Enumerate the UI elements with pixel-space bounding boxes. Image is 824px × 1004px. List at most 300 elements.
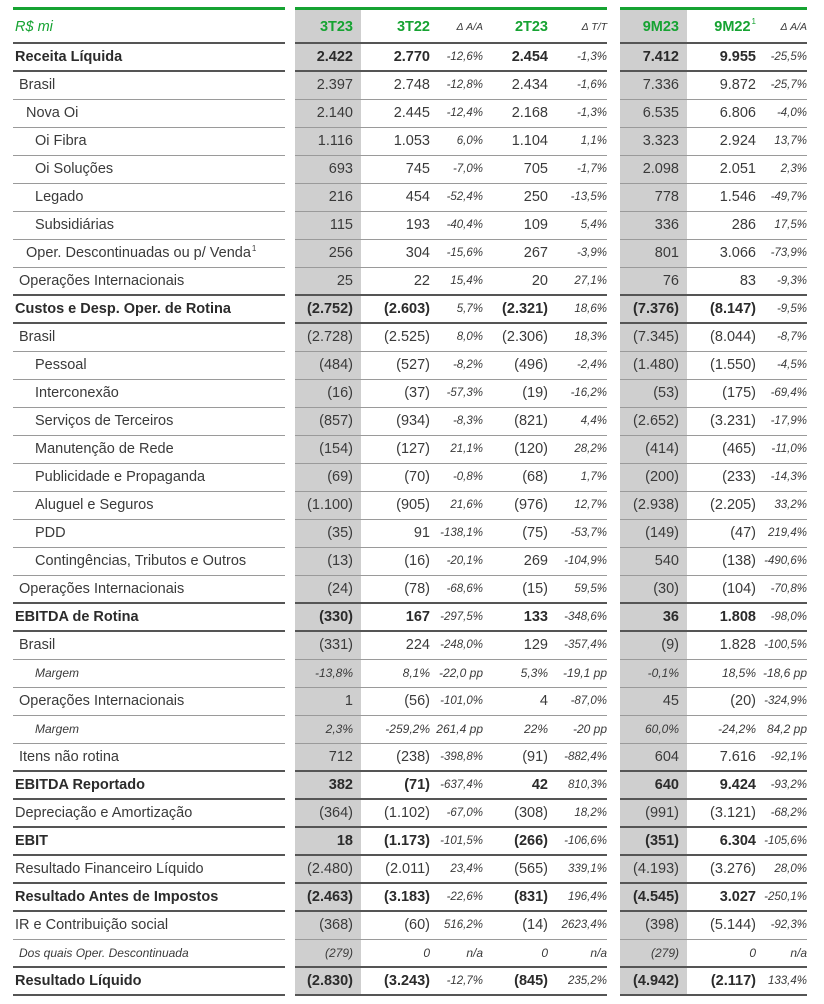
cell-9m22: 7.616 [719, 749, 756, 765]
cell-var-aa-9m: -73,9% [770, 247, 807, 259]
cell-3t23: (154) [319, 441, 353, 457]
row-label: Margem [35, 666, 80, 680]
row-label: EBITDA Reportado [15, 777, 145, 793]
cell-9m22: 6.304 [719, 833, 756, 849]
cell-var-aa-q: -57,3% [446, 387, 483, 399]
cell-var-aa-q: -15,6% [446, 247, 483, 259]
cell-3t23: 1 [344, 693, 353, 709]
cell-3t23: (2.830) [307, 973, 353, 989]
cell-9m22: 6.806 [719, 105, 756, 121]
cell-9m22: (138) [722, 553, 756, 569]
cell-var-aa-q: -8,3% [452, 415, 483, 427]
table-row [13, 883, 813, 911]
cell-var-aa-q: -12,7% [446, 975, 483, 987]
cell-var-tt: 1,7% [580, 471, 607, 483]
cell-2t23: (19) [522, 385, 548, 401]
cell-9m23: 540 [654, 553, 679, 569]
cell-9m23: 45 [662, 693, 679, 709]
cell-var-aa-9m: -324,9% [764, 695, 807, 707]
cell-var-aa-9m: 219,4% [767, 527, 807, 539]
cell-3t23: -13,8% [314, 666, 353, 680]
cell-3t22: (3.243) [384, 973, 430, 989]
cell-9m23: (4.545) [633, 889, 679, 905]
cell-9m23: (1.480) [633, 357, 679, 373]
cell-var-aa-9m: 2,3% [780, 163, 807, 175]
cell-9m23: 604 [654, 749, 679, 765]
cell-9m23: (9) [661, 637, 679, 653]
table-row [13, 603, 813, 631]
table-row [13, 239, 813, 267]
cell-var-aa-9m: -25,5% [770, 51, 807, 63]
cell-var-aa-q: -20,1% [446, 555, 483, 567]
header-3t22: 3T22 [396, 18, 430, 35]
cell-3t23: 2.397 [316, 77, 353, 93]
cell-3t23: (2.728) [307, 329, 353, 345]
cell-var-aa-9m: -98,0% [770, 611, 807, 623]
table-row [13, 631, 813, 659]
cell-var-aa-q: -101,5% [440, 835, 483, 847]
table-row [13, 43, 813, 71]
cell-3t22: 745 [405, 161, 430, 177]
table-row [13, 267, 813, 295]
row-label: Aluguel e Seguros [35, 497, 154, 513]
cell-var-aa-q: n/a [466, 946, 483, 960]
cell-var-tt: 28,2% [574, 443, 607, 455]
cell-3t23: (69) [327, 469, 353, 485]
cell-3t23: 2,3% [325, 722, 353, 736]
cell-3t22: 2.748 [393, 77, 430, 93]
table-row [13, 211, 813, 239]
cell-2t23: 20 [531, 273, 548, 289]
cell-3t22: 167 [405, 609, 430, 625]
table-row [13, 687, 813, 715]
cell-9m22: 9.872 [719, 77, 756, 93]
cell-2t23: (831) [514, 889, 548, 905]
cell-3t22: (2.525) [384, 329, 430, 345]
cell-2t23: 2.434 [511, 77, 548, 93]
cell-3t23: (364) [319, 805, 353, 821]
cell-3t23: (2.752) [307, 301, 353, 317]
cell-var-tt: 1,1% [580, 135, 607, 147]
cell-3t22: (238) [396, 749, 430, 765]
table-row [13, 435, 813, 463]
cell-3t22: (127) [396, 441, 430, 457]
cell-3t23: 1.116 [317, 133, 353, 149]
header-var-aa-quarter: Δ A/A [456, 20, 483, 33]
cell-var-aa-9m: -49,7% [770, 191, 807, 203]
cell-3t23: 25 [336, 273, 353, 289]
row-label: Pessoal [35, 357, 87, 373]
cell-9m22: (3.231) [710, 413, 756, 429]
cell-var-aa-9m: -18,6 pp [762, 666, 807, 680]
cell-var-tt: 810,3% [567, 779, 607, 791]
table-row [13, 547, 813, 575]
row-label: Custos e Desp. Oper. de Rotina [15, 301, 231, 317]
cell-9m23: 3.323 [642, 133, 679, 149]
cell-9m22: 9.955 [719, 49, 756, 65]
cell-var-tt: -2,4% [576, 359, 607, 371]
table-row [13, 575, 813, 603]
cell-9m23: 640 [654, 777, 679, 793]
cell-var-aa-9m: -68,2% [770, 807, 807, 819]
cell-var-tt: 12,7% [574, 499, 607, 511]
row-label: Resultado Antes de Impostos [15, 889, 219, 905]
cell-3t22: 304 [405, 245, 430, 261]
row-label: Oper. Descontinuadas ou p/ Venda $^1$ [26, 243, 257, 261]
cell-9m23: (2.652) [633, 413, 679, 429]
table-row [13, 519, 813, 547]
cell-var-tt: -357,4% [564, 639, 607, 651]
cell-var-tt: -882,4% [564, 751, 607, 763]
cell-var-tt: 235,2% [567, 975, 607, 987]
row-label: Resultado Líquido [15, 973, 142, 989]
cell-3t22: (37) [404, 385, 430, 401]
row-label: Interconexão [35, 385, 119, 401]
footnote-marker: 1 [251, 243, 257, 253]
cell-2t23: 2.168 [511, 105, 548, 121]
row-label: Publicidade e Propaganda [35, 469, 206, 485]
cell-3t23: (484) [319, 357, 353, 373]
row-label: EBITDA de Rotina [15, 609, 139, 625]
cell-9m23: 778 [654, 189, 679, 205]
table-row [13, 855, 813, 883]
cell-2t23: 250 [523, 189, 548, 205]
cell-9m22: (2.205) [710, 497, 756, 513]
cell-3t23: (279) [324, 946, 353, 960]
cell-9m23: (279) [650, 946, 679, 960]
table-row [13, 659, 813, 687]
cell-3t22: 22 [413, 273, 430, 289]
header-9m23: 9M23 [642, 18, 679, 35]
cell-2t23: (14) [522, 917, 548, 933]
cell-var-aa-9m: 28,0% [774, 863, 807, 875]
cell-3t22: 0 [423, 946, 430, 960]
cell-var-tt: 18,6% [574, 303, 607, 315]
cell-var-aa-9m: -17,9% [770, 415, 807, 427]
cell-9m22: 3.027 [719, 889, 756, 905]
cell-3t23: 382 [328, 777, 353, 793]
cell-var-aa-9m: -250,1% [764, 891, 807, 903]
cell-9m22: 286 [731, 217, 756, 233]
header-9m22: 9M22 $^1$ [714, 17, 756, 35]
cell-var-aa-q: -101,0% [440, 695, 483, 707]
cell-9m23: 7.412 [642, 49, 679, 65]
cell-var-aa-9m: -69,4% [770, 387, 807, 399]
cell-3t22: 2.770 [393, 49, 430, 65]
cell-var-aa-9m: -8,7% [776, 331, 807, 343]
cell-9m22: 1.808 [719, 609, 756, 625]
cell-2t23: (2.306) [502, 329, 548, 345]
cell-9m22: (3.121) [710, 805, 756, 821]
cell-3t23: (331) [319, 637, 353, 653]
cell-3t23: (16) [327, 385, 353, 401]
table-row [13, 967, 813, 995]
cell-3t22: (70) [404, 469, 430, 485]
cell-var-aa-q: -40,4% [446, 219, 483, 231]
table-row [13, 99, 813, 127]
cell-var-aa-9m: -4,0% [776, 107, 807, 119]
cell-var-tt: -1,6% [576, 79, 607, 91]
cell-3t23: (368) [319, 917, 353, 933]
cell-3t22: 8,1% [402, 666, 430, 680]
cell-var-aa-q: 261,4 pp [436, 722, 483, 736]
cell-3t23: 216 [328, 189, 353, 205]
cell-9m23: 76 [662, 273, 679, 289]
cell-2t23: (91) [522, 749, 548, 765]
row-label: Legado [35, 189, 84, 205]
cell-2t23: (68) [522, 469, 548, 485]
cell-2t23: (2.321) [502, 301, 548, 317]
cell-var-aa-q: 15,4% [450, 275, 483, 287]
cell-var-aa-9m: -93,2% [770, 779, 807, 791]
table-row [13, 743, 813, 771]
cell-var-aa-q: 6,0% [456, 135, 483, 147]
row-label: Manutenção de Rede [35, 441, 174, 457]
cell-3t22: (2.011) [385, 861, 430, 877]
cell-9m23: 60,0% [644, 722, 679, 736]
cell-9m23: (4.942) [633, 973, 679, 989]
cell-9m22: -24,2% [717, 722, 756, 736]
cell-var-aa-9m: 84,2 pp [766, 722, 807, 736]
cell-9m22: 83 [739, 273, 756, 289]
cell-var-aa-q: -22,0 pp [438, 666, 483, 680]
cell-9m23: (4.193) [633, 861, 679, 877]
cell-9m22: (47) [730, 525, 756, 541]
cell-3t23: 115 [329, 217, 353, 233]
cell-var-aa-9m: 17,5% [774, 219, 807, 231]
row-label: Itens não rotina [19, 749, 119, 765]
cell-9m23: (30) [653, 581, 679, 597]
cell-2t23: (15) [522, 581, 548, 597]
cell-var-tt: -19,1 pp [562, 666, 607, 680]
cell-2t23: 42 [531, 777, 548, 793]
cell-var-aa-9m: 13,7% [774, 135, 807, 147]
cell-var-aa-q: -7,0% [452, 163, 483, 175]
row-label: Resultado Financeiro Líquido [15, 861, 204, 877]
cell-9m23: (351) [645, 833, 679, 849]
cell-9m22: (5.144) [710, 917, 756, 933]
cell-3t23: 712 [328, 749, 353, 765]
footnote-marker: 1 [751, 17, 756, 26]
income-statement-table [13, 10, 813, 995]
cell-var-aa-9m: -9,3% [776, 275, 807, 287]
table-row [13, 771, 813, 799]
cell-2t23: 267 [523, 245, 548, 261]
cell-var-tt: 27,1% [574, 275, 607, 287]
cell-3t22: (56) [404, 693, 430, 709]
cell-2t23: 109 [523, 217, 548, 233]
cell-var-aa-q: 21,1% [450, 443, 483, 455]
cell-3t23: (2.463) [307, 889, 353, 905]
cell-9m23: 7.336 [642, 77, 679, 93]
cell-var-aa-9m: -70,8% [770, 583, 807, 595]
cell-var-aa-q: -52,4% [446, 191, 483, 203]
row-label: Operações Internacionais [19, 273, 185, 289]
cell-var-aa-9m: 33,2% [774, 499, 807, 511]
row-label: Depreciação e Amortização [15, 805, 193, 821]
table-row [13, 491, 813, 519]
cell-var-tt: -16,2% [570, 387, 607, 399]
cell-var-tt: -1,3% [576, 51, 607, 63]
row-label: Brasil [19, 77, 56, 93]
cell-9m22: (8.044) [710, 329, 756, 345]
cell-3t22: 2.445 [393, 105, 430, 121]
cell-var-aa-q: -68,6% [446, 583, 483, 595]
cell-var-tt: -1,3% [576, 107, 607, 119]
cell-3t22: -259,2% [385, 722, 430, 736]
cell-9m23: 36 [662, 609, 679, 625]
cell-2t23: (308) [514, 805, 548, 821]
cell-3t22: (934) [396, 413, 430, 429]
row-label: Subsidiárias [35, 217, 114, 233]
cell-var-aa-q: 23,4% [450, 863, 483, 875]
row-label: Brasil [19, 637, 56, 653]
row-label: Receita Líquida [15, 49, 123, 65]
table-row [13, 799, 813, 827]
cell-9m22: (465) [722, 441, 756, 457]
cell-var-aa-9m: 133,4% [767, 975, 807, 987]
header-2t23: 2T23 [514, 18, 548, 35]
cell-9m23: 6.535 [642, 105, 679, 121]
header-unit-label: R$ mi [15, 18, 53, 35]
cell-3t23: (13) [327, 553, 353, 569]
cell-var-aa-9m: -490,6% [764, 555, 807, 567]
cell-3t22: (16) [404, 553, 430, 569]
cell-2t23: (845) [514, 973, 548, 989]
cell-2t23: (75) [522, 525, 548, 541]
cell-var-aa-9m: -105,6% [764, 835, 807, 847]
table-row [13, 911, 813, 939]
cell-var-aa-9m: -92,1% [770, 751, 807, 763]
table-row [13, 295, 813, 323]
cell-9m22: (2.117) [710, 973, 756, 989]
cell-9m22: 9.424 [719, 777, 756, 793]
row-label: Oi Fibra [35, 133, 87, 149]
cell-9m22: 18,5% [721, 666, 756, 680]
cell-9m23: 2.098 [642, 161, 679, 177]
cell-9m23: (398) [645, 917, 679, 933]
cell-var-tt: 4,4% [580, 415, 607, 427]
cell-3t23: 2.140 [316, 105, 353, 121]
cell-9m22: (233) [722, 469, 756, 485]
cell-var-tt: -87,0% [570, 695, 607, 707]
table-row [13, 379, 813, 407]
cell-2t23: 4 [539, 693, 548, 709]
cell-9m22: 1.546 [719, 189, 756, 205]
row-label: Nova Oi [26, 105, 79, 121]
cell-var-aa-q: -138,1% [440, 527, 483, 539]
cell-9m22: (104) [722, 581, 756, 597]
cell-9m23: (149) [645, 525, 679, 541]
cell-2t23: (821) [514, 413, 548, 429]
cell-2t23: (976) [514, 497, 548, 513]
cell-3t23: (2.480) [307, 861, 353, 877]
cell-2t23: 1.104 [511, 133, 548, 149]
cell-3t22: 193 [405, 217, 430, 233]
table-row [13, 323, 813, 351]
cell-9m23: 336 [654, 217, 679, 233]
cell-9m23: (200) [645, 469, 679, 485]
cell-var-aa-9m: n/a [790, 946, 807, 960]
cell-3t22: (905) [396, 497, 430, 513]
cell-var-aa-q: -398,8% [440, 751, 483, 763]
cell-var-aa-q: -22,6% [446, 891, 483, 903]
cell-3t23: (330) [319, 609, 353, 625]
row-label: Contingências, Tributos e Outros [35, 553, 247, 569]
cell-9m23: -0,1% [647, 666, 679, 680]
cell-var-aa-q: -12,6% [446, 51, 483, 63]
cell-var-aa-9m: -25,7% [770, 79, 807, 91]
cell-2t23: (120) [514, 441, 548, 457]
cell-var-aa-9m: -4,5% [776, 359, 807, 371]
cell-var-aa-q: -637,4% [440, 779, 483, 791]
row-label: Dos quais Oper. Descontinuada [19, 946, 189, 960]
table-row [13, 827, 813, 855]
table-row [13, 127, 813, 155]
cell-2t23: 22% [523, 722, 548, 736]
cell-3t22: (1.102) [384, 805, 430, 821]
cell-3t22: (3.183) [384, 889, 430, 905]
row-label: Oi Soluções [35, 161, 114, 177]
cell-var-tt: 339,1% [567, 863, 607, 875]
cell-var-aa-9m: -92,3% [770, 919, 807, 931]
cell-9m23: (2.938) [633, 497, 679, 513]
header-var-tt: Δ T/T [581, 20, 607, 33]
cell-var-tt: -53,7% [570, 527, 607, 539]
cell-3t23: 256 [328, 245, 353, 261]
cell-var-aa-9m: -100,5% [764, 639, 807, 651]
cell-3t23: 2.422 [316, 49, 353, 65]
cell-var-tt: -106,6% [564, 835, 607, 847]
cell-3t22: (71) [404, 777, 430, 793]
header-3t23: 3T23 [319, 18, 353, 35]
cell-9m22: 3.066 [719, 245, 756, 261]
cell-var-aa-9m: -9,5% [776, 303, 807, 315]
table-row [13, 71, 813, 99]
cell-var-tt: 2623,4% [561, 919, 607, 931]
cell-9m23: (414) [645, 441, 679, 457]
cell-2t23: 269 [523, 553, 548, 569]
cell-2t23: 705 [523, 161, 548, 177]
cell-9m22: (8.147) [710, 301, 756, 317]
cell-3t23: (1.100) [307, 497, 353, 513]
cell-3t22: 224 [405, 637, 430, 653]
table-row [13, 463, 813, 491]
cell-var-aa-q: -8,2% [452, 359, 483, 371]
cell-3t22: (78) [404, 581, 430, 597]
cell-3t22: (60) [404, 917, 430, 933]
cell-2t23: (266) [514, 833, 548, 849]
cell-3t22: (527) [396, 357, 430, 373]
cell-var-tt: 5,4% [580, 219, 607, 231]
cell-var-aa-q: -0,8% [452, 471, 483, 483]
cell-9m22: (175) [722, 385, 756, 401]
cell-var-aa-q: -248,0% [440, 639, 483, 651]
cell-9m23: (991) [645, 805, 679, 821]
cell-9m22: 2.051 [719, 161, 756, 177]
row-label: PDD [35, 525, 66, 541]
cell-var-aa-q: -12,8% [446, 79, 483, 91]
cell-3t23: 18 [336, 833, 353, 849]
cell-3t23: (24) [327, 581, 353, 597]
table-row [13, 407, 813, 435]
cell-var-tt: 18,2% [574, 807, 607, 819]
cell-9m22: (20) [730, 693, 756, 709]
cell-var-aa-q: -297,5% [440, 611, 483, 623]
cell-var-aa-q: 21,6% [450, 499, 483, 511]
row-label: Margem [35, 722, 80, 736]
cell-var-tt: -1,7% [576, 163, 607, 175]
